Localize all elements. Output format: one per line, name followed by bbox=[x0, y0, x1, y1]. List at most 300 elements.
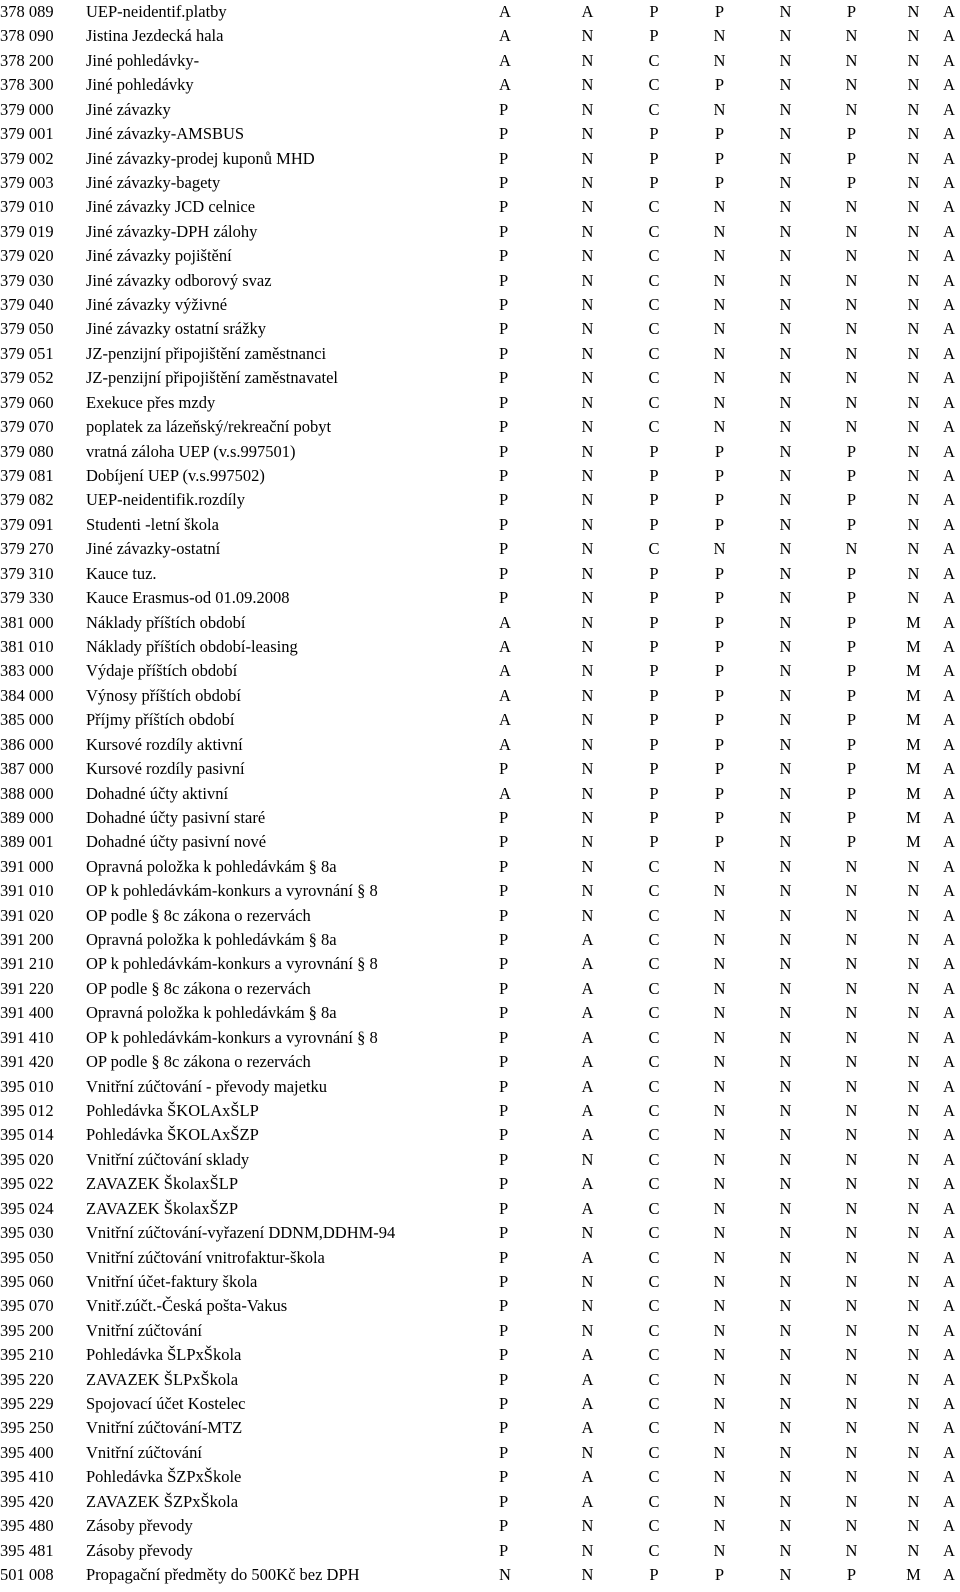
flag-5: N bbox=[779, 1296, 792, 1316]
flag-3: C bbox=[648, 1271, 660, 1291]
table-row bbox=[0, 171, 960, 195]
flag-2: N bbox=[581, 832, 594, 852]
flag-7: N bbox=[907, 270, 920, 290]
account-code: 395 050 bbox=[0, 1247, 54, 1267]
flag-3: P bbox=[649, 563, 659, 583]
flag-7: N bbox=[907, 1467, 920, 1487]
flag-6: N bbox=[845, 270, 858, 290]
flag-3: C bbox=[648, 75, 660, 95]
flag-1: A bbox=[499, 2, 511, 21]
flag-3: C bbox=[648, 1467, 660, 1487]
flag-5: N bbox=[779, 1100, 792, 1120]
flag-2: N bbox=[581, 148, 594, 168]
table-row bbox=[0, 952, 960, 976]
flag-3: P bbox=[649, 832, 659, 852]
table-row bbox=[0, 830, 960, 854]
flag-3: C bbox=[648, 50, 660, 70]
flag-8: A bbox=[943, 710, 955, 730]
account-code: 381 010 bbox=[0, 636, 54, 656]
flag-4: N bbox=[713, 1003, 726, 1023]
flag-1: P bbox=[499, 807, 509, 827]
flag-7: N bbox=[907, 124, 920, 144]
flag-8: A bbox=[943, 1467, 955, 1487]
flag-3: C bbox=[648, 856, 660, 876]
flag-4: N bbox=[713, 1491, 726, 1511]
account-code: 395 480 bbox=[0, 1516, 54, 1536]
flag-2: N bbox=[581, 759, 594, 779]
flag-3: C bbox=[648, 1418, 660, 1438]
flag-2: A bbox=[581, 930, 594, 950]
account-name: Jiné závazky-ostatní bbox=[86, 539, 221, 559]
account-name: Dohadné účty pasivní staré bbox=[86, 807, 266, 827]
flag-3: C bbox=[648, 1394, 660, 1414]
flag-5: N bbox=[779, 905, 792, 925]
account-code: 391 020 bbox=[0, 905, 54, 925]
flag-3: P bbox=[649, 685, 659, 705]
flag-7: N bbox=[907, 954, 920, 974]
account-code: 379 081 bbox=[0, 466, 54, 486]
account-code: 391 220 bbox=[0, 978, 54, 998]
flag-2: A bbox=[581, 1076, 594, 1096]
flag-2: A bbox=[581, 1100, 594, 1120]
flag-3: C bbox=[648, 197, 660, 217]
account-code: 379 001 bbox=[0, 124, 54, 144]
flag-4: P bbox=[714, 832, 725, 852]
flag-8: A bbox=[943, 807, 955, 827]
flag-5: N bbox=[779, 2, 792, 21]
flag-1: P bbox=[499, 514, 509, 534]
flag-4: N bbox=[713, 1125, 726, 1145]
flag-3: C bbox=[648, 1100, 660, 1120]
flag-8: A bbox=[943, 26, 955, 46]
flag-7: N bbox=[907, 2, 920, 21]
flag-4: N bbox=[713, 1442, 726, 1462]
flag-4: N bbox=[713, 343, 726, 363]
flag-2: A bbox=[581, 1125, 594, 1145]
flag-6: P bbox=[846, 685, 857, 705]
flag-7: N bbox=[907, 295, 920, 315]
flag-3: P bbox=[649, 783, 659, 803]
flag-6: N bbox=[845, 1027, 858, 1047]
flag-7: N bbox=[907, 1271, 920, 1291]
account-name: OP k pohledávkám-konkurs a vyrovnání § 8 bbox=[86, 1027, 378, 1047]
flag-6: P bbox=[846, 466, 857, 486]
account-code: 379 060 bbox=[0, 392, 54, 412]
flag-7: M bbox=[906, 832, 921, 852]
account-name: Jiné pohledávky- bbox=[86, 50, 200, 70]
flag-5: N bbox=[779, 124, 792, 144]
flag-5: N bbox=[779, 417, 792, 437]
table-row bbox=[0, 977, 960, 1001]
flag-6: N bbox=[845, 856, 858, 876]
flag-7: N bbox=[907, 75, 920, 95]
flag-3: C bbox=[648, 368, 660, 388]
account-code: 389 000 bbox=[0, 807, 54, 827]
account-name: Náklady příštích období bbox=[86, 612, 246, 632]
flag-5: N bbox=[779, 1516, 792, 1536]
flag-7: N bbox=[907, 392, 920, 412]
table-row bbox=[0, 904, 960, 928]
table-row bbox=[0, 391, 960, 415]
table-row bbox=[0, 317, 960, 341]
flag-4: P bbox=[714, 172, 725, 192]
account-code: 379 020 bbox=[0, 246, 54, 266]
flag-1: P bbox=[499, 856, 509, 876]
flag-4: N bbox=[713, 1223, 726, 1243]
account-code: 379 270 bbox=[0, 539, 54, 559]
flag-7: N bbox=[907, 1003, 920, 1023]
flag-6: P bbox=[846, 124, 857, 144]
flag-3: P bbox=[649, 441, 659, 461]
flag-5: N bbox=[779, 636, 792, 656]
account-code: 384 000 bbox=[0, 685, 54, 705]
flag-4: N bbox=[713, 1296, 726, 1316]
account-name: Propagační předměty do 500Kč bez DPH bbox=[86, 1565, 360, 1584]
account-name: Zásoby převody bbox=[86, 1540, 193, 1560]
flag-8: A bbox=[943, 1565, 955, 1584]
flag-2: N bbox=[581, 1442, 594, 1462]
flag-3: C bbox=[648, 1223, 660, 1243]
flag-2: N bbox=[581, 1540, 594, 1560]
flag-6: P bbox=[846, 490, 857, 510]
flag-1: P bbox=[499, 881, 509, 901]
account-name: Vnitřní zúčtování bbox=[86, 1442, 202, 1462]
flag-3: C bbox=[648, 954, 660, 974]
flag-5: N bbox=[779, 1223, 792, 1243]
flag-2: N bbox=[581, 197, 594, 217]
account-name: Zásoby převody bbox=[86, 1516, 193, 1536]
flag-1: P bbox=[499, 1076, 509, 1096]
flag-7: M bbox=[906, 807, 921, 827]
flag-6: P bbox=[846, 832, 857, 852]
flag-6: P bbox=[846, 759, 857, 779]
account-code: 391 000 bbox=[0, 856, 54, 876]
flag-5: N bbox=[779, 1369, 792, 1389]
flag-8: A bbox=[943, 319, 955, 339]
flag-5: N bbox=[779, 930, 792, 950]
flag-8: A bbox=[943, 783, 955, 803]
flag-1: P bbox=[499, 1296, 509, 1316]
flag-4: N bbox=[713, 539, 726, 559]
account-name: Exekuce přes mzdy bbox=[86, 392, 216, 412]
table-row bbox=[0, 1123, 960, 1147]
flag-6: N bbox=[845, 1271, 858, 1291]
flag-4: P bbox=[714, 588, 725, 608]
account-name: OP k pohledávkám-konkurs a vyrovnání § 8 bbox=[86, 881, 378, 901]
account-code: 389 001 bbox=[0, 832, 54, 852]
flag-8: A bbox=[943, 685, 955, 705]
flag-2: N bbox=[581, 221, 594, 241]
flag-7: N bbox=[907, 588, 920, 608]
flag-3: P bbox=[649, 514, 659, 534]
flag-8: A bbox=[943, 1345, 955, 1365]
flag-4: P bbox=[714, 2, 725, 21]
flag-6: N bbox=[845, 1198, 858, 1218]
table-row bbox=[0, 635, 960, 659]
flag-2: A bbox=[581, 1003, 594, 1023]
flag-2: N bbox=[581, 124, 594, 144]
flag-8: A bbox=[943, 612, 955, 632]
flag-7: N bbox=[907, 930, 920, 950]
flag-7: N bbox=[907, 1052, 920, 1072]
flag-2: A bbox=[581, 1247, 594, 1267]
table-row bbox=[0, 1368, 960, 1392]
flag-8: A bbox=[943, 50, 955, 70]
flag-5: N bbox=[779, 661, 792, 681]
flag-2: N bbox=[581, 1516, 594, 1536]
flag-3: C bbox=[648, 1442, 660, 1462]
flag-1: P bbox=[499, 588, 509, 608]
account-name: ZAVAZEK ŠLPxŠkola bbox=[86, 1369, 239, 1389]
flag-6: N bbox=[845, 368, 858, 388]
table-row bbox=[0, 1465, 960, 1489]
account-name: OP podle § 8c zákona o rezervách bbox=[86, 978, 311, 998]
flag-5: N bbox=[779, 221, 792, 241]
account-name: Výdaje příštích období bbox=[86, 661, 238, 681]
flag-5: N bbox=[779, 319, 792, 339]
flag-5: N bbox=[779, 685, 792, 705]
table-row bbox=[0, 122, 960, 146]
account-name: Dobíjení UEP (v.s.997502) bbox=[86, 466, 265, 486]
flag-5: N bbox=[779, 1491, 792, 1511]
table-row bbox=[0, 733, 960, 757]
flag-5: N bbox=[779, 710, 792, 730]
flag-3: C bbox=[648, 1076, 660, 1096]
account-name: Jiné závazky pojištění bbox=[86, 246, 232, 266]
account-name: Jiné závazky bbox=[86, 99, 171, 119]
flag-2: A bbox=[581, 1198, 594, 1218]
flag-3: C bbox=[648, 1296, 660, 1316]
account-name: Vnitřní zúčtování vnitrofaktur-škola bbox=[86, 1247, 325, 1267]
flag-5: N bbox=[779, 295, 792, 315]
table-row bbox=[0, 269, 960, 293]
flag-1: A bbox=[499, 685, 511, 705]
flag-2: N bbox=[581, 417, 594, 437]
flag-4: N bbox=[713, 1540, 726, 1560]
account-name: ZAVAZEK ŠkolaxŠZP bbox=[86, 1198, 239, 1218]
flag-8: A bbox=[943, 197, 955, 217]
account-name: Kursové rozdíly pasivní bbox=[86, 759, 245, 779]
flag-8: A bbox=[943, 563, 955, 583]
flag-6: N bbox=[845, 1174, 858, 1194]
flag-4: P bbox=[714, 685, 725, 705]
flag-2: N bbox=[581, 1223, 594, 1243]
flag-1: P bbox=[499, 417, 509, 437]
flag-2: N bbox=[581, 441, 594, 461]
flag-2: N bbox=[581, 1320, 594, 1340]
flag-5: N bbox=[779, 172, 792, 192]
table-row bbox=[0, 49, 960, 73]
flag-3: C bbox=[648, 1174, 660, 1194]
flag-1: P bbox=[499, 1247, 509, 1267]
flag-5: N bbox=[779, 392, 792, 412]
account-code: 395 014 bbox=[0, 1125, 54, 1145]
account-code: 388 000 bbox=[0, 783, 54, 803]
flag-1: P bbox=[499, 246, 509, 266]
flag-3: C bbox=[648, 1125, 660, 1145]
flag-5: N bbox=[779, 1467, 792, 1487]
account-name: Náklady příštích období-leasing bbox=[86, 636, 298, 656]
flag-6: N bbox=[845, 221, 858, 241]
flag-3: C bbox=[648, 1027, 660, 1047]
table-row bbox=[0, 293, 960, 317]
flag-4: N bbox=[713, 1247, 726, 1267]
flag-5: N bbox=[779, 197, 792, 217]
flag-4: P bbox=[714, 148, 725, 168]
flag-4: N bbox=[713, 392, 726, 412]
flag-7: M bbox=[906, 1565, 921, 1584]
flag-8: A bbox=[943, 466, 955, 486]
flag-3: C bbox=[648, 539, 660, 559]
table-row bbox=[0, 928, 960, 952]
account-name: Vnitřní zúčtování-vyřazení DDNM,DDHM-94 bbox=[86, 1223, 396, 1243]
flag-2: N bbox=[581, 172, 594, 192]
flag-1: P bbox=[499, 1174, 509, 1194]
flag-4: N bbox=[713, 1418, 726, 1438]
account-name: Vnitřní zúčtování - převody majetku bbox=[86, 1076, 328, 1096]
account-code: 391 010 bbox=[0, 881, 54, 901]
flag-4: P bbox=[714, 124, 725, 144]
flag-4: N bbox=[713, 270, 726, 290]
flag-5: N bbox=[779, 1003, 792, 1023]
flag-7: N bbox=[907, 1394, 920, 1414]
flag-5: N bbox=[779, 1418, 792, 1438]
account-code: 395 012 bbox=[0, 1100, 54, 1120]
flag-2: A bbox=[581, 1418, 594, 1438]
table-row bbox=[0, 1416, 960, 1440]
account-name: Jiné závazky odborový svaz bbox=[86, 270, 272, 290]
flag-8: A bbox=[943, 930, 955, 950]
flag-3: C bbox=[648, 930, 660, 950]
flag-5: N bbox=[779, 978, 792, 998]
flag-7: M bbox=[906, 685, 921, 705]
flag-7: N bbox=[907, 563, 920, 583]
account-code: 395 400 bbox=[0, 1442, 54, 1462]
flag-1: P bbox=[499, 1467, 509, 1487]
flag-4: N bbox=[713, 1345, 726, 1365]
flag-4: P bbox=[714, 466, 725, 486]
table-row bbox=[0, 1294, 960, 1318]
flag-2: N bbox=[581, 343, 594, 363]
table-row bbox=[0, 684, 960, 708]
flag-5: N bbox=[779, 1149, 792, 1169]
flag-4: N bbox=[713, 417, 726, 437]
table-row bbox=[0, 1001, 960, 1025]
flag-3: P bbox=[649, 588, 659, 608]
flag-1: A bbox=[499, 26, 511, 46]
account-code: 395 220 bbox=[0, 1369, 54, 1389]
flag-3: P bbox=[649, 2, 659, 21]
flag-8: A bbox=[943, 148, 955, 168]
flag-1: P bbox=[499, 1345, 509, 1365]
flag-6: N bbox=[845, 1516, 858, 1536]
account-code: 378 300 bbox=[0, 75, 54, 95]
account-name: OP podle § 8c zákona o rezervách bbox=[86, 1052, 311, 1072]
flag-3: C bbox=[648, 295, 660, 315]
account-name: Příjmy příštích období bbox=[86, 710, 235, 730]
account-code: 379 002 bbox=[0, 148, 54, 168]
flag-2: N bbox=[581, 856, 594, 876]
account-code: 391 210 bbox=[0, 954, 54, 974]
account-code: 391 200 bbox=[0, 930, 54, 950]
table-row bbox=[0, 1514, 960, 1538]
flag-6: N bbox=[845, 319, 858, 339]
flag-6: P bbox=[846, 783, 857, 803]
flag-6: P bbox=[846, 148, 857, 168]
flag-7: N bbox=[907, 319, 920, 339]
flag-3: P bbox=[649, 172, 659, 192]
account-name: Jiné závazky výživné bbox=[86, 295, 228, 315]
flag-5: N bbox=[779, 1174, 792, 1194]
table-row bbox=[0, 415, 960, 439]
flag-7: N bbox=[907, 1100, 920, 1120]
flag-2: N bbox=[581, 514, 594, 534]
flag-8: A bbox=[943, 759, 955, 779]
table-row bbox=[0, 757, 960, 781]
flag-5: N bbox=[779, 246, 792, 266]
flag-4: N bbox=[713, 1174, 726, 1194]
flag-2: N bbox=[581, 905, 594, 925]
flag-5: N bbox=[779, 148, 792, 168]
flag-8: A bbox=[943, 661, 955, 681]
flag-6: N bbox=[845, 75, 858, 95]
account-code: 381 000 bbox=[0, 612, 54, 632]
table-row bbox=[0, 342, 960, 366]
flag-6: N bbox=[845, 1467, 858, 1487]
flag-1: P bbox=[499, 441, 509, 461]
flag-6: N bbox=[845, 1394, 858, 1414]
flag-8: A bbox=[943, 490, 955, 510]
flag-3: C bbox=[648, 343, 660, 363]
flag-3: P bbox=[649, 124, 659, 144]
flag-6: P bbox=[846, 2, 857, 21]
flag-4: N bbox=[713, 221, 726, 241]
table-row bbox=[0, 708, 960, 732]
flag-8: A bbox=[943, 368, 955, 388]
flag-3: C bbox=[648, 270, 660, 290]
flag-8: A bbox=[943, 1100, 955, 1120]
account-code: 379 082 bbox=[0, 490, 54, 510]
flag-6: N bbox=[845, 1491, 858, 1511]
flag-4: N bbox=[713, 1394, 726, 1414]
flag-2: N bbox=[581, 734, 594, 754]
flag-2: N bbox=[581, 50, 594, 70]
flag-6: P bbox=[846, 1565, 857, 1584]
flag-5: N bbox=[779, 563, 792, 583]
flag-1: P bbox=[499, 99, 509, 119]
flag-2: N bbox=[581, 1296, 594, 1316]
flag-6: N bbox=[845, 417, 858, 437]
flag-8: A bbox=[943, 270, 955, 290]
flag-7: M bbox=[906, 759, 921, 779]
flag-8: A bbox=[943, 99, 955, 119]
flag-8: A bbox=[943, 856, 955, 876]
table-row bbox=[0, 195, 960, 219]
flag-8: A bbox=[943, 1247, 955, 1267]
table-row bbox=[0, 659, 960, 683]
table-row bbox=[0, 1075, 960, 1099]
flag-5: N bbox=[779, 1198, 792, 1218]
flag-5: N bbox=[779, 734, 792, 754]
account-name: ZAVAZEK ŠZPxŠkola bbox=[86, 1491, 239, 1511]
flag-1: P bbox=[499, 1369, 509, 1389]
flag-6: N bbox=[845, 1003, 858, 1023]
flag-1: P bbox=[499, 905, 509, 925]
flag-6: N bbox=[845, 539, 858, 559]
flag-4: N bbox=[713, 1149, 726, 1169]
flag-4: N bbox=[713, 1271, 726, 1291]
flag-4: N bbox=[713, 99, 726, 119]
